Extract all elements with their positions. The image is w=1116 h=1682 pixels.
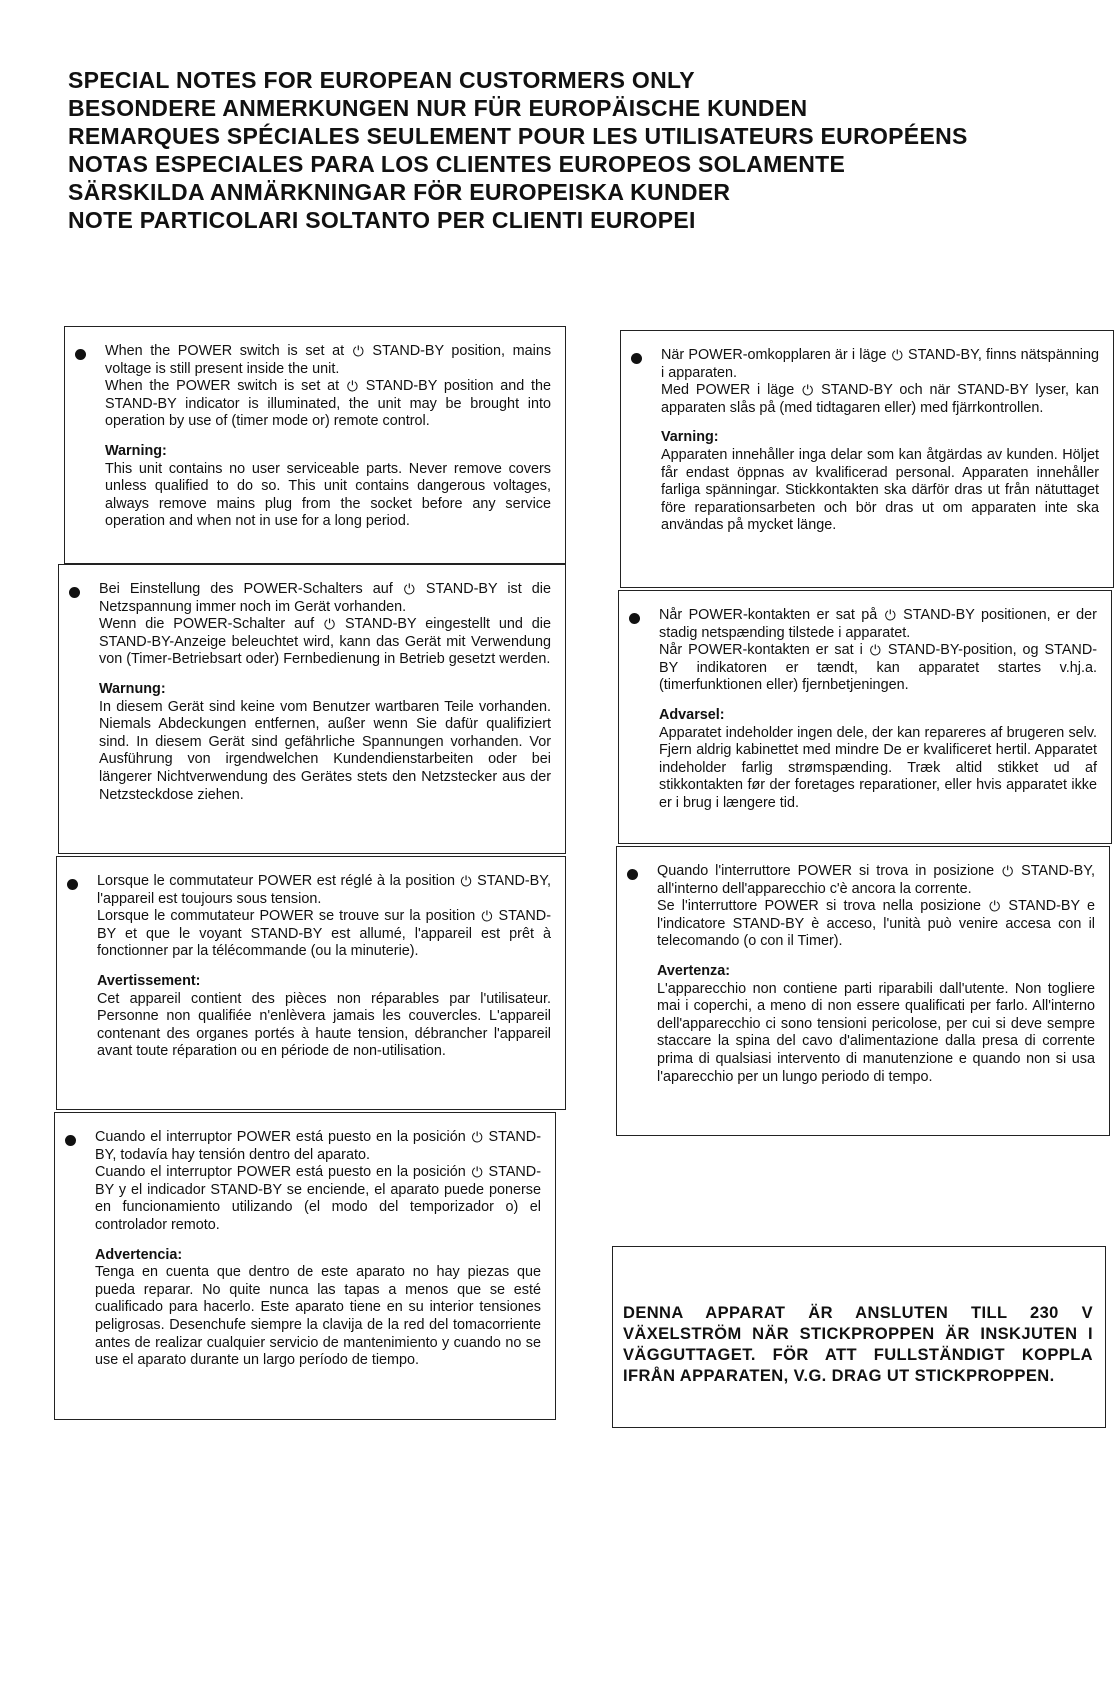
standby-icon: ⏻ <box>891 347 903 363</box>
warning-heading: Avertissement: <box>97 972 201 989</box>
warning-text: This unit contains no user serviceable parts. Never remove covers unless qualified to do so. This unit contains dangerous voltages, always remove mains plug from the socket before any service operation and when not in use for a long period. <box>105 460 551 530</box>
note-text: Når POWER-kontakten er sat på ⏻ STAND-BY positionen, er der stadig netspænding tilstede i apparatet. <box>659 607 1097 641</box>
bullet-icon <box>627 869 638 880</box>
note-box-danish <box>618 590 1112 844</box>
note-box-swedish <box>620 330 1114 588</box>
note-box-spanish <box>54 1112 556 1420</box>
warning-heading: Warnung: <box>99 680 166 697</box>
warning-text: Tenga en cuenta que dentro de este aparato no hay piezas que pueda reparar. No quite nunca las tapas a menos que se esté cualificado para hacerlo. Este aparato tiene en su interior tensiones peligrosas. Desenchufe siempre la clavija de la red del tomacorriente antes de realizar cualquier servicio de mantenimiento y cuando no se use el aparato durante un largo período de tiempo. <box>95 1264 541 1369</box>
standby-icon: ⏻ <box>989 898 1001 915</box>
warning-text: Apparaten innehåller inga delar som kan åtgärdas av kunden. Höljet får endast öppnas av kvalificerad personal. Apparaten innehåller farliga spänningar. Stickkontakten ska därför dras ut från nätuttaget före reparationsarbeten och bör dras ut om apparaten inte ska användas på mycket länge. <box>661 446 1099 534</box>
note-text: Lorsque le commutateur POWER est réglé à la position ⏻ STAND-BY, l'appareil est toujours sous tension. <box>97 873 552 907</box>
note-text: Lorsque le commutateur POWER se trouve sur la position ⏻ STAND-BY et que le voyant STAND-BY est allumé, l'appareil est prêt à fonctionner par la télécommande (ou la minuterie). <box>97 908 551 960</box>
note-text: Cuando el interruptor POWER está puesto en la posición ⏻ STAND-BY, todavía hay tensión dentro del aparato. <box>95 1129 541 1163</box>
standby-icon: ⏻ <box>471 1164 483 1181</box>
standby-icon: ⏻ <box>346 378 358 395</box>
bullet-icon <box>75 349 86 360</box>
warning-heading: Varning: <box>661 429 719 446</box>
title-swedish: SÄRSKILDA ANMÄRKNINGAR FÖR EUROPEISKA KUNDER <box>68 179 731 205</box>
title-block <box>68 66 1048 234</box>
bullet-icon <box>631 353 642 364</box>
standby-icon: ⏻ <box>403 581 415 597</box>
bullet-icon <box>67 879 78 890</box>
warning-text: Apparatet indeholder ingen dele, der kan repareres af brugeren selv. Fjern aldrig kabinettet med mindre De er kvalificeret hertil. Apparatet indeholder farlig strømspænding. Træk altid stikket ud af stikkontakten før der foretages reparationer, eller hvis apparatet ikke er i brug i længere tid. <box>659 724 1097 811</box>
warning-heading: Warning: <box>105 442 167 459</box>
title-german: BESONDERE ANMERKUNGEN NUR FÜR EUROPÄISCHE KUNDEN <box>68 95 808 121</box>
warning-text: In diesem Gerät sind keine vom Benutzer wartbaren Teile vorhanden. Niemals Abdeckungen entfernen, außer wenn Sie dafür qualifiziert sind. In diesem Gerät sind gefährliche Spannungen vorhanden. Vor Ausführung von irgendwelchen Kundendienstarbeiten oder bei längerer Nichtverwendung des Gerätes stets den Netzstecker aus der Netzsteckdose ziehen. <box>99 698 551 803</box>
swedish-mains-notice <box>612 1246 1106 1428</box>
bullet-icon <box>69 587 80 598</box>
title-french: REMARQUES SPÉCIALES SEULEMENT POUR LES UTILISATEURS EUROPÉENS <box>68 123 968 149</box>
note-text: Wenn die POWER-Schalter auf ⏻ STAND-BY eingestellt und die STAND-BY-Anzeige beleuchtet wird, kann das Gerät mit Verwendung von (Timer-Betriebsart oder) Fernbedienung in Betrieb gesetzt werden. <box>99 616 551 668</box>
note-text: När POWER-omkopplaren är i läge ⏻ STAND-BY, finns nätspänning i apparaten. <box>661 347 1100 381</box>
warning-text: L'apparecchio non contiene parti riparabili dall'utente. Non togliere mai i coperchi, a meno di non essere qualificati per farlo. All'interno dell'apparecchio ci sono tensioni pericolose, per cui si deve sempre staccare la spina del cavo d'alimentazione dalla presa di corrente prima di qualsiasi intervento di manutenzione e quando non si usa l'aparecchio per un lungo periodo di tempo. <box>657 980 1095 1085</box>
standby-icon: ⏻ <box>471 1129 483 1145</box>
warning-heading: Advertencia: <box>95 1246 183 1263</box>
warning-text: Cet appareil contient des pièces non réparables par l'utilisateur. Personne non qualifiée n'enlèvera jamais les couvercles. L'appareil contenant des organes portés à haute tension, débrancher l'appareil avant toute réparation ou en période de non-utilisation. <box>97 990 551 1060</box>
standby-icon: ⏻ <box>869 642 881 659</box>
note-text: Når POWER-kontakten er sat i ⏻ STAND-BY-position, og STAND-BY indikatoren er tændt, kan apparatet startes v.hj.a. (timerfunktionen eller) fjernbetjeningen. <box>659 642 1098 694</box>
bullet-icon <box>65 1135 76 1146</box>
standby-icon: ⏻ <box>884 607 896 623</box>
note-text: Med POWER i läge ⏻ STAND-BY och när STAND-BY lyser, kan apparaten slås på (med tidtagaren eller) med fjärrkontrollen. <box>661 382 1100 416</box>
note-text: When the POWER switch is set at ⏻ STAND-BY position and the STAND-BY indicator is illuminated, the unit may be brought into operation by use of (timer mode or) remote control. <box>105 378 552 430</box>
note-text: Quando l'interruttore POWER si trova in posizione ⏻ STAND-BY, all'interno dell'apparecchio c'è ancora la corrente. <box>657 863 1096 897</box>
title-spanish: NOTAS ESPECIALES PARA LOS CLIENTES EUROPEOS SOLAMENTE <box>68 151 846 177</box>
bullet-icon <box>629 613 640 624</box>
title-italian: NOTE PARTICOLARI SOLTANTO PER CLIENTI EUROPEI <box>68 207 696 233</box>
note-text: Bei Einstellung des POWER-Schalters auf ⏻ STAND-BY ist die Netzspannung immer noch im Gerät vorhanden. <box>99 581 551 615</box>
standby-icon: ⏻ <box>352 343 364 359</box>
standby-icon: ⏻ <box>1002 863 1014 879</box>
notice-text: DENNA APPARAT ÄR ANSLUTEN TILL 230 V VÄXELSTRÖM NÄR STICKPROPPEN ÄR INSKJUTEN I VÄGGUTTAGET. FÖR ATT FULLSTÄNDIGT KOPPLA IFRÅN APPARATEN, V.G. DRAG UT STICKPROPPEN. <box>623 1304 1093 1385</box>
note-text: Cuando el interruptor POWER está puesto en la posición ⏻ STAND-BY y el indicador STAND-BY se enciende, el aparato puede ponerse en funcionamiento utilizando (el modo del temporizador o) el controlador remoto. <box>95 1164 541 1233</box>
note-box-italian <box>616 846 1110 1136</box>
warning-heading: Advarsel: <box>659 706 725 723</box>
standby-icon: ⏻ <box>323 616 336 633</box>
warning-heading: Avertenza: <box>657 962 731 979</box>
note-box-french <box>56 856 566 1110</box>
note-box-english <box>64 326 566 564</box>
standby-icon: ⏻ <box>802 382 814 399</box>
standby-icon: ⏻ <box>460 873 472 889</box>
note-text: When the POWER switch is set at ⏻ STAND-BY position, mains voltage is still present inside the unit. <box>105 343 552 377</box>
note-box-german <box>58 564 566 854</box>
standby-icon: ⏻ <box>481 908 493 925</box>
note-text: Se l'interruttore POWER si trova nella posizione ⏻ STAND-BY e l'indicatore STAND-BY è acceso, l'unità può venire accesa con il telecomando (o con il Timer). <box>657 898 1095 950</box>
title-english: SPECIAL NOTES FOR EUROPEAN CUSTORMERS ONLY <box>68 67 695 93</box>
